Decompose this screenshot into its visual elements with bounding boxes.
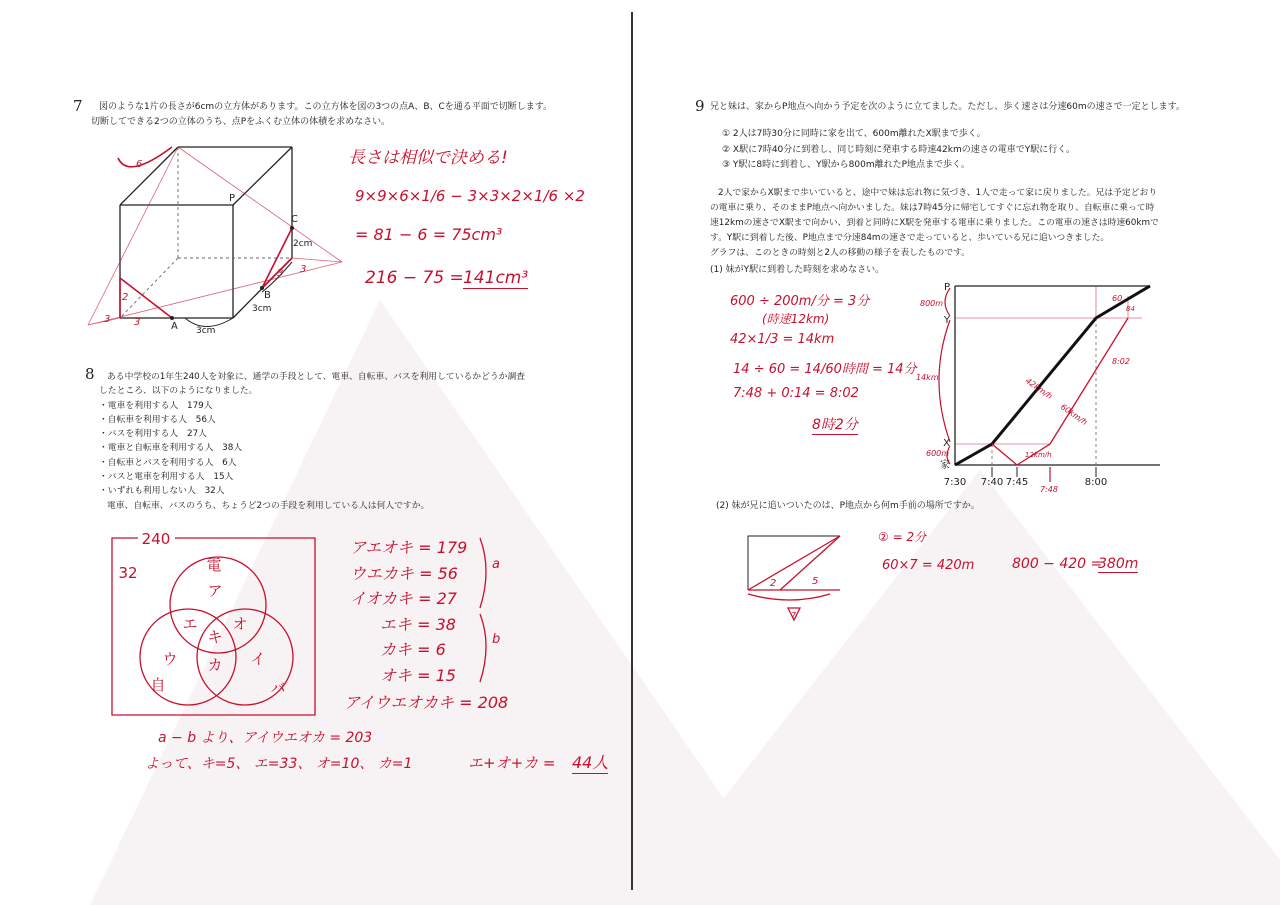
venn-label-train: 電 xyxy=(206,556,222,574)
brace xyxy=(480,614,486,682)
q9-work2-def: ② = 2分 xyxy=(878,530,927,544)
q8-line-result: よって、キ=5、 エ=33、 オ=10、 カ=1 xyxy=(145,756,413,772)
question-8-line: ある中学校の1年生240人を対象に、通学の手段として、電車、自転車、バスを利用しているかどうか調査 xyxy=(107,372,526,382)
q7-note-line: = 81 − 6 = 75cm³ xyxy=(355,225,503,244)
y-label-y: Y xyxy=(943,315,950,326)
question-7-line: 図のような1片の長さが6cmの立方体があります。この立方体を図の3つの点A、B、Cを通る平面で切断します。 xyxy=(99,102,553,112)
distance-time-graph xyxy=(880,270,1180,500)
red-label-3: 3 xyxy=(104,314,111,325)
question-8-line: ・いずれも利用しない人 32人 xyxy=(99,486,225,497)
eq-lhs: カキ xyxy=(380,640,413,659)
question-8-line: 電車、自転車、バスのうち、ちょうど2つの手段を利用している人は何人ですか。 xyxy=(107,500,430,511)
red-label-2: 2 xyxy=(122,292,129,303)
question-8-text xyxy=(99,370,525,513)
question-8-line: ・自転車を利用する人 56人 xyxy=(99,414,216,425)
red-label-802: 8:02 xyxy=(1112,357,1130,366)
red-label-3: 3 xyxy=(134,317,141,328)
hidden-edge xyxy=(120,258,178,318)
q7-note-line: 216 − 75 = xyxy=(365,268,464,288)
point-a xyxy=(170,316,174,320)
plan-item: ① 2人は7時30分に同時に家を出て、600m離れたX駅まで歩く。 xyxy=(722,129,986,139)
question-8-line: ・電車と自転車を利用する人 38人 xyxy=(99,443,243,454)
venn-total: 240 xyxy=(141,530,171,548)
q7-note-heading: 長さは相似で決める! xyxy=(348,148,508,168)
q8-equations xyxy=(350,535,467,688)
length-arc xyxy=(118,147,172,167)
red-label-12kmh: 12km/h xyxy=(1025,451,1052,459)
q8-eq: カキ = 6 xyxy=(380,640,446,659)
brace-label-b: b xyxy=(492,632,501,647)
extension-line xyxy=(88,147,178,325)
question-9-sub2: (2) 妹が兄に追いついたのは、P地点から何m手前の場所ですか。 xyxy=(716,501,980,511)
q8-eq: オキ = 15 xyxy=(380,665,456,685)
question-9-sub1: (1) 妹がY駅に到着した時刻を求めなさい。 xyxy=(710,265,885,275)
x-label-740: 7:40 xyxy=(980,477,1004,488)
story-line: の電車に乗り、そのままP地点へ向かいました。妹は7時45分に帰宅してすぐに忘れ物を取り、自転車に乗って時 xyxy=(710,203,1155,213)
eq-rhs: 179 xyxy=(436,538,468,557)
y-label-x: X xyxy=(943,438,950,449)
y-label-p: P xyxy=(943,282,950,293)
q9-work-line: 14 ÷ 60 = 14/60時間 = 14分 xyxy=(733,362,917,377)
label-p: P xyxy=(229,193,236,204)
q9-answer-1: 8時2分 xyxy=(812,414,858,435)
eq-rhs: 6 xyxy=(435,640,446,659)
venn-diagram xyxy=(0,520,640,730)
venn-region-i: イ xyxy=(250,650,266,668)
q8-eq: アエオキ = 179 xyxy=(350,538,468,557)
y-label-home: 家 xyxy=(940,460,950,471)
eq-lhs: エキ xyxy=(380,614,413,634)
question-8-line: ・電車を利用する人 179人 xyxy=(99,400,213,411)
question-9-plans xyxy=(722,127,1075,174)
cube-edge xyxy=(120,147,178,205)
cube-figure xyxy=(0,0,640,360)
venn-region-a: ア xyxy=(207,582,223,600)
red-label-6: 6 xyxy=(136,159,143,170)
q8-final-eq: エ+オ+カ = xyxy=(468,754,556,772)
eq-rhs: 38 xyxy=(435,614,456,634)
extension-line xyxy=(292,258,342,262)
question-7-number: 7 xyxy=(73,97,83,115)
red-label-60: 60 xyxy=(1112,294,1123,303)
question-8-line: ・バスを利用する人 27人 xyxy=(99,429,207,440)
q7-note-line: 9×9×6×1/6 − 3×3×2×1/6 ×2 xyxy=(355,187,585,205)
q8-sum-eq: アイウエオカキ = 208 xyxy=(344,693,509,712)
venn-region-o: オ xyxy=(232,615,248,633)
q9-work-line: (時速12km) xyxy=(762,312,830,326)
eq-lhs: イオカキ xyxy=(350,589,414,608)
red-label-3: 3 xyxy=(277,268,284,279)
story-line: す。Y駅に到着した後、P地点まで分速84mの速さで走っていると、歩いている兄に追いつきました。 xyxy=(710,233,1110,243)
x-label-730: 7:30 xyxy=(943,477,967,488)
q8-braces xyxy=(470,530,510,690)
label-2cm: 2cm xyxy=(293,239,313,249)
mini-arc xyxy=(748,594,830,600)
q8-eq: ウエカキ = 56 xyxy=(350,563,458,583)
venn-region-u: ウ xyxy=(162,650,178,668)
plan-item: ② X駅に7時40分に到着し、同じ時刻に発車する時速42kmの速さの電車でY駅に行く。 xyxy=(722,144,1076,155)
question-9-story xyxy=(710,186,1159,261)
story-line: 速12kmの速さでX駅まで向かい、到着と同時にX駅を発車する電車に乗りました。この電車の速さは時速60kmで xyxy=(710,218,1159,228)
red-label-60kmh: 60km/h xyxy=(1058,402,1089,428)
brace-label-a: a xyxy=(492,557,500,572)
question-8-line: ・バスと電車を利用する人 15人 xyxy=(99,472,234,483)
mini-line xyxy=(780,536,840,590)
label-a: A xyxy=(171,321,178,332)
red-label-748: 7:48 xyxy=(1040,485,1058,494)
question-9-intro: 兄と妹は、家からP地点へ向かう予定を次のように立てました。ただし、歩く速さは分速60mの速さで一定とします。 xyxy=(710,102,1185,112)
q8-eq: イオカキ = 27 xyxy=(350,589,457,608)
eq-rhs: 56 xyxy=(437,563,458,583)
eq-lhs: オキ xyxy=(380,665,413,685)
q8-line-ab: a − b より、アイウエオカ = 203 xyxy=(158,730,373,746)
label-3cm: 3cm xyxy=(196,326,216,336)
point-c xyxy=(290,226,294,230)
red-label-800m: 800m xyxy=(920,299,944,308)
q9-work-line: 42×1/3 = 14km xyxy=(730,332,835,347)
venn-region-ki: キ xyxy=(207,628,223,646)
brother-path xyxy=(955,286,1150,465)
plan-item: ③ Y駅に8時に到着し、Y駅から800m離れたP地点まで歩く。 xyxy=(722,160,970,170)
red-label-42kmh: 42km/h xyxy=(1023,376,1054,402)
x-label-800: 8:00 xyxy=(1084,477,1108,488)
background-shape xyxy=(640,470,1280,905)
cube-edge xyxy=(233,147,292,205)
venn-label-bicycle: 自 xyxy=(150,676,166,694)
q9-work-line: 600 ÷ 200m/分 = 3分 xyxy=(730,294,870,309)
q8-eq: エキ = 38 xyxy=(380,614,456,634)
story-line: 2人で家からX駅まで歩いていると、途中で妹は忘れ物に気づき、1人で走って家に戻りました。兄は予定どおり xyxy=(718,188,1158,198)
venn-label-bus: バ xyxy=(270,679,286,697)
question-8-line: ・自転車とバスを利用する人 6人 xyxy=(99,457,237,468)
venn-region-e: エ xyxy=(182,615,198,633)
brace xyxy=(939,320,950,442)
eq-lhs: ウエカキ xyxy=(350,563,415,583)
mini-label-2: 2 xyxy=(770,578,777,589)
question-8-number: 8 xyxy=(85,365,95,383)
mini-label-5: 5 xyxy=(812,576,819,587)
red-label-84: 84 xyxy=(1126,305,1135,313)
mini-line xyxy=(748,536,840,590)
q9-work-line: 7:48 + 0:14 = 8:02 xyxy=(733,386,859,401)
brace xyxy=(480,538,486,608)
venn-outside: 32 xyxy=(118,564,138,582)
story-line: グラフは、このときの時刻と2人の移動の様子を表したものです。 xyxy=(710,248,971,258)
red-label-14km: 14km xyxy=(916,373,939,382)
eq-rhs: 15 xyxy=(435,665,456,685)
mini-label-7: 7 xyxy=(791,611,797,620)
venn-region-ka: カ xyxy=(207,656,223,674)
question-8-line: したところ、以下のようになりました。 xyxy=(99,386,258,397)
label-3cm: 3cm xyxy=(252,304,272,314)
q9-work2-final: 800 − 420 = xyxy=(1012,556,1103,572)
question-9-number: 9 xyxy=(695,97,705,115)
question-7-line: 切断してできる2つの立体のうち、点Pをふくむ立体の体積を求めなさい。 xyxy=(91,117,391,127)
q9-mini-diagram xyxy=(740,528,860,623)
q8-final-answer: 44人 xyxy=(572,750,608,774)
sister-path xyxy=(992,318,1128,465)
eq-lhs: アエオキ xyxy=(350,538,414,557)
eq-rhs: 27 xyxy=(436,589,457,608)
label-c: C xyxy=(291,214,298,225)
x-label-745: 7:45 xyxy=(1005,477,1029,488)
q9-work2-calc: 60×7 = 420m xyxy=(882,558,975,573)
q9-answer-2: 380m xyxy=(1098,556,1139,572)
q7-answer: 141cm³ xyxy=(463,268,529,288)
red-label-600m: 600m xyxy=(926,449,950,458)
red-label-3: 3 xyxy=(300,264,307,275)
label-b: B xyxy=(264,290,271,301)
